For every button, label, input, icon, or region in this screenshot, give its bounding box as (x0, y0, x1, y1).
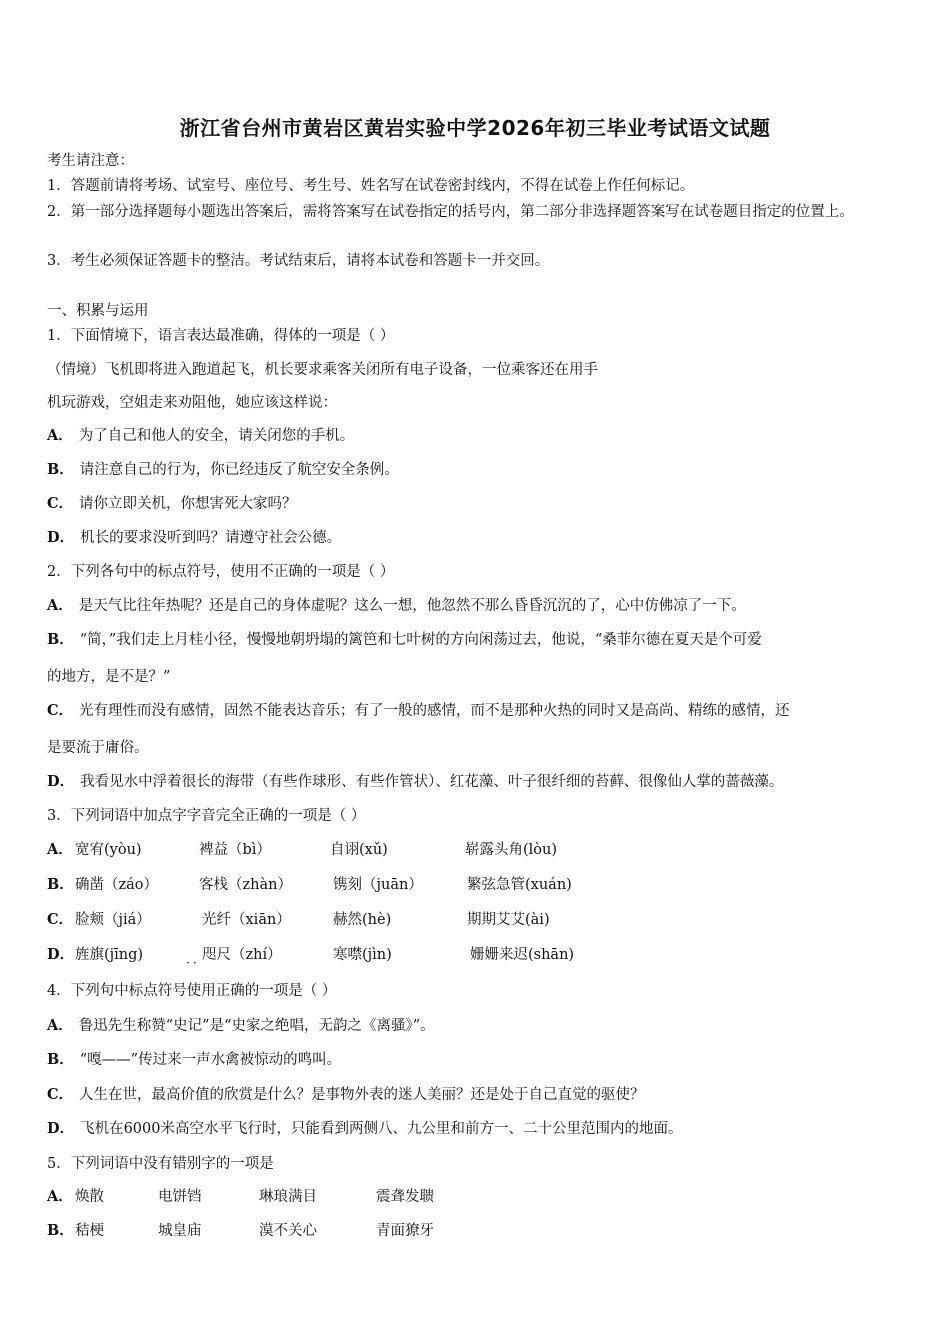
option-text: 鲁迅先生称赞“史记”是“史家之绝唱，无韵之《离骚》”。 (78, 1018, 435, 1034)
option-label: C． (47, 1086, 74, 1103)
word-item: 城皇庙 (158, 1223, 202, 1239)
notice-item-1: 1．答题前请将考场、试室号、座位号、考生号、姓名写在试卷密封线内，不得在试卷上作任何标记。 (47, 178, 695, 194)
word-item: 琳琅满目 (259, 1189, 317, 1205)
option-label: A． (47, 597, 73, 614)
word-item: 确凿（záo） (75, 877, 159, 893)
word-item: 崭露头角(lòu) (465, 842, 558, 858)
option-label: D． (47, 529, 75, 546)
question-5-option-b[interactable] (47, 1220, 900, 1242)
word-item: 电饼铛 (158, 1189, 202, 1205)
option-text: 请注意自己的行为，你已经违反了航空安全条例。 (79, 462, 399, 478)
question-4-option-d[interactable] (47, 1118, 900, 1140)
question-1-option-d[interactable] (47, 527, 900, 549)
question-4-option-a[interactable] (47, 1015, 900, 1037)
option-text: “嘎——”传过来一声水禽被惊动的鸣叫。 (79, 1052, 342, 1068)
word-item: 旌旗(jīng) (75, 947, 144, 963)
word-item: 脸颊（jiá） (75, 912, 151, 928)
option-label: B． (47, 631, 74, 648)
question-1-stem: 1．下面情境下，语言表达最准确，得体的一项是（ ） (47, 328, 395, 344)
notice-item-2: 2．第一部分选择题每小题选出答案后，需将答案写在试卷指定的括号内，第二部分非选择题答案写在试卷题目指定的位置上。 (47, 204, 854, 220)
question-1-context-cont: 机玩游戏，空姐走来劝阻他，她应该这样说： (47, 395, 337, 411)
option-label: D． (47, 1120, 75, 1137)
option-label: C． (47, 911, 74, 928)
option-label: C． (47, 495, 74, 512)
word-item: 姗姗来迟(shān) (470, 947, 575, 963)
word-item: 镌刻（juān） (333, 877, 423, 893)
word-item: 客栈（zhàn） (199, 877, 292, 893)
word-item: 裨益（bì） (199, 842, 271, 858)
question-3-option-b[interactable] (47, 874, 900, 896)
word-item: 咫尺（zhí） (202, 947, 282, 963)
option-label: A． (47, 427, 73, 444)
option-label: A． (47, 1017, 73, 1034)
option-label: B． (47, 1051, 74, 1068)
word-item: 焕散 (75, 1189, 104, 1205)
word-item: 赫然(hè) (333, 912, 392, 928)
word-item: 宽宥(yòu) (75, 842, 142, 858)
option-text: 飞机在6000米高空水平飞行时，只能看到两侧八、九公里和前方一、二十公里范围内的地面。 (80, 1121, 683, 1137)
question-2-option-c[interactable] (47, 700, 900, 722)
question-1-context: （情境）飞机即将进入跑道起飞，机长要求乘客关闭所有电子设备，一位乘客还在用手 (47, 362, 598, 378)
word-item: 漠不关心 (259, 1223, 317, 1239)
question-1-option-c[interactable] (47, 493, 900, 515)
question-2-option-a[interactable] (47, 595, 900, 617)
word-item: 震聋发聩 (376, 1189, 434, 1205)
question-2-option-c-cont: 是要流于庸俗。 (47, 740, 149, 756)
option-text: 机长的要求没听到吗？请遵守社会公德。 (80, 530, 342, 546)
option-text: “简，”我们走上月桂小径，慢慢地朝坍塌的篱笆和七叶树的方向闲荡过去，他说，“桑菲尔德在夏天是个可爱 (79, 632, 762, 648)
question-1-option-a[interactable] (47, 425, 900, 447)
option-text: 人生在世，最高价值的欣赏是什么？是事物外表的迷人美丽？还是处于自己直觉的驱使？ (79, 1087, 645, 1103)
option-label: B． (47, 461, 74, 478)
emphasis-dots: ·· (186, 956, 200, 970)
option-label: B． (47, 876, 74, 893)
word-item: 期期艾艾(ài) (467, 912, 550, 928)
option-label: D． (47, 946, 75, 963)
word-item: 秸梗 (75, 1223, 104, 1239)
question-4-stem: 4．下列句中标点符号使用正确的一项是（ ） (47, 983, 337, 999)
word-item: 寒噤(jìn) (333, 947, 392, 963)
option-text: 为了自己和他人的安全，请关闭您的手机。 (78, 428, 355, 444)
option-text: 光有理性而没有感情，固然不能表达音乐；有了一般的感情，而不是那种火热的同时又是高尚、精练的感情，还 (79, 703, 790, 719)
option-text: 是天气比往年热呢？还是自己的身体虚呢？这么一想，他忽然不那么昏昏沉沉的了，心中仿佛凉了一下。 (78, 598, 746, 614)
option-label: B． (47, 1222, 74, 1239)
question-3-stem: 3．下列词语中加点字字音完全正确的一项是（ ） (47, 808, 366, 824)
option-text: 请你立即关机，你想害死大家吗？ (79, 496, 297, 512)
word-item: 青面獠牙 (376, 1223, 434, 1239)
question-3-option-c[interactable] (47, 909, 900, 931)
option-text: 我看见水中浮着很长的海带（有些作球形、有些作管状）、红花藻、叶子很纤细的苔藓、很像仙人掌的蔷薇藻。 (80, 774, 784, 790)
question-3-option-d[interactable] (47, 944, 900, 970)
question-5-stem: 5．下列词语中没有错别字的一项是 (47, 1156, 274, 1172)
word-item: 繁弦急管(xuán) (467, 877, 572, 893)
question-2-stem: 2．下列各句中的标点符号，使用不正确的一项是（ ） (47, 564, 395, 580)
question-4-option-c[interactable] (47, 1084, 900, 1106)
question-2-option-b-cont: 的地方，是不是？” (47, 669, 171, 685)
section-heading: 一、积累与运用 (47, 303, 149, 319)
page-title: 浙江省台州市黄岩区黄岩实验中学2026年初三毕业考试语文试题 (179, 116, 771, 140)
question-4-option-b[interactable] (47, 1049, 900, 1071)
notice-item-3: 3．考生必须保证答题卡的整洁。考试结束后，请将本试卷和答题卡一并交回。 (47, 253, 550, 269)
question-3-option-a[interactable] (47, 839, 900, 861)
word-item: 光纤（xiān） (202, 912, 291, 928)
question-1-option-b[interactable] (47, 459, 900, 481)
notice-heading: 考生请注意： (47, 153, 134, 169)
option-label: D． (47, 773, 75, 790)
option-label: A． (47, 1188, 73, 1205)
question-2-option-b[interactable] (47, 629, 900, 651)
question-2-option-d[interactable] (47, 771, 900, 793)
word-item: 自诩(xǔ) (330, 842, 388, 858)
option-label: C． (47, 702, 74, 719)
option-label: A． (47, 841, 73, 858)
question-5-option-a[interactable] (47, 1186, 900, 1208)
